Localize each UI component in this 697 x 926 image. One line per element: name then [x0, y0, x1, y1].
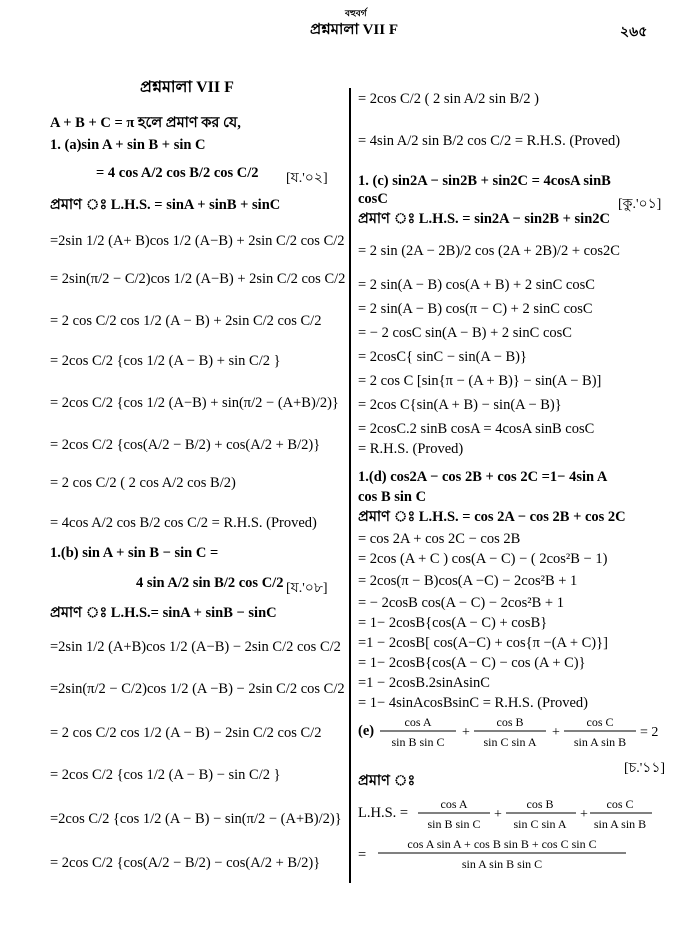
running-head: বহুবৰ্গ [345, 8, 367, 18]
fraction-numerator: cos A sin A + cos B sin B + cos C sin C [407, 837, 597, 851]
question-1d-cont: cos B sin C [358, 489, 427, 505]
page-number: ২৬৫ [620, 25, 648, 40]
left-column [0, 0, 348, 926]
proof-line: = 2cosC.2 sinB cosA = 4cosA sinB cosC [358, 421, 595, 437]
final-fraction [374, 834, 634, 878]
fraction-numerator: cos B [496, 715, 524, 729]
proof-line: = 2 sin (2A − 2B)/2 cos (2A + 2B)/2 + cos2C [358, 243, 620, 259]
proof-line: = 2 sin(A − B) cos(π − C) + 2 sinC cosC [358, 301, 593, 317]
fraction-denominator: sin B sin C [427, 817, 481, 831]
proof-line: = 2sin(π/2 − C/2)cos 1/2 (A−B) + 2sin C/2 cos C/2 [50, 271, 346, 287]
question-1c: 1. (c) sin2A − sin2B + sin2C = 4cosA sinB [358, 173, 611, 189]
proof-line: = 2 cos C/2 ( 2 cos A/2 cos B/2) [50, 475, 236, 491]
fraction-denominator: sin C sin A [483, 735, 537, 749]
proof-line: =2sin 1/2 (A+B)cos 1/2 (A−B) − 2sin C/2 cos C/2 [50, 639, 341, 655]
svg-text:+: + [580, 807, 588, 822]
lhs-expression [416, 792, 656, 836]
proof-line: = 4cos A/2 cos B/2 cos C/2 = R.H.S. (Proved) [50, 515, 317, 531]
proof-line: = 2cos C{sin(A + B) − sin(A − B)} [358, 397, 562, 413]
proof-line: = 2cos(π − B)cos(A −C) − 2cos²B + 1 [358, 573, 578, 589]
fraction-numerator: cos B [526, 797, 554, 811]
fraction-denominator: sin A sin B sin C [461, 857, 543, 871]
proof-line: =2cos C/2 {cos 1/2 (A − B) − sin(π/2 − (A+B)/2)} [50, 811, 342, 827]
question-1e-ref: [চ.'১১] [624, 761, 666, 776]
question-1c-ref: [কু.'০১] [618, 197, 662, 212]
proof-line: = 2 sin(A − B) cos(A + B) + 2 sinC cosC [358, 277, 595, 293]
proof-line: = 4sin A/2 sin B/2 cos C/2 = R.H.S. (Proved) [358, 133, 621, 149]
equals-value: = 2 [640, 725, 659, 740]
svg-text:+: + [462, 725, 470, 740]
right-column [352, 0, 697, 926]
fraction-numerator: cos A [404, 715, 432, 729]
proof-line: = 2 cos C/2 cos 1/2 (A − B) + 2sin C/2 cos C/2 [50, 313, 322, 329]
question-1b-ref: [য.'০৮] [286, 581, 328, 596]
proof-line: = 2cosC{ sinC − sin(A − B)} [358, 349, 527, 365]
proof-line: = 1− 2cosB{cos(A − C) − cos (A + C)} [358, 655, 586, 671]
proof-1b-lhs: প্রমাণ ঃ L.H.S.= sinA + sinB − sinC [50, 605, 277, 621]
proof-line: =2sin 1/2 (A+ B)cos 1/2 (A−B) + 2sin C/2 cos C/2 [50, 233, 345, 249]
proof-1c-lhs: প্রমাণ ঃ L.H.S. = sin2A − sin2B + sin2C [358, 211, 610, 227]
question-1a-rhs: = 4 cos A/2 cos B/2 cos C/2 [96, 165, 259, 181]
proof-line: = 2 cos C [sin{π − (A + B)} − sin(A − B)] [358, 373, 602, 389]
proof-line: = 2cos C/2 {cos 1/2 (A−B) + sin(π/2 − (A+B)/2)} [50, 395, 339, 411]
proof-line: = 2cos C/2 {cos(A/2 − B/2) − cos(A/2 + B/2)} [50, 855, 321, 871]
fraction-denominator: sin B sin C [391, 735, 445, 749]
section-title: প্রশ্নমালা VII F [140, 79, 234, 96]
proof-1a-lhs: প্রমাণ ঃ L.H.S. = sinA + sinB + sinC [50, 197, 281, 213]
lhs-label: L.H.S. = [358, 805, 409, 821]
proof-line: =2sin(π/2 − C/2)cos 1/2 (A −B) − 2sin C/2 cos C/2 [50, 681, 345, 697]
proof-line: =1 − 2cosB.2sinAsinC [358, 675, 490, 691]
fraction-numerator: cos C [586, 715, 614, 729]
svg-text:+: + [552, 725, 560, 740]
proof-line: =1 − 2cosB[ cos(A−C) + cos{π −(A + C)}] [358, 635, 608, 651]
proof-line: = cos 2A + cos 2C − cos 2B [358, 531, 521, 547]
proof-line: = 2cos C/2 {cos(A/2 − B/2) + cos(A/2 + B/2)} [50, 437, 321, 453]
proof-line: = R.H.S. (Proved) [358, 441, 464, 457]
svg-text:+: + [494, 807, 502, 822]
final-equals: = [358, 847, 367, 863]
question-1b-rhs: 4 sin A/2 sin B/2 cos C/2 [136, 575, 284, 591]
intro-text: A + B + C = π হলে প্রমাণ কর যে, [50, 115, 241, 131]
proof-line: = 2cos (A + C ) cos(A − C) − ( 2cos²B − 1) [358, 551, 608, 567]
proof-line: = − 2cosB cos(A − C) − 2cos²B + 1 [358, 595, 564, 611]
question-1b: 1.(b) sin A + sin B − sin C = [50, 545, 219, 561]
proof-line: = 2cos C/2 ( 2 sin A/2 sin B/2 ) [358, 91, 539, 107]
page-header-title: প্রশ্নমালা VII F [310, 22, 399, 38]
fraction-denominator: sin A sin B [573, 735, 627, 749]
question-1e: (e) [358, 723, 375, 739]
proof-line: = 2cos C/2 {cos 1/2 (A − B) + sin C/2 } [50, 353, 281, 369]
question-1c-cont: cosC [358, 191, 388, 207]
question-1a-ref: [য.'০২] [286, 171, 328, 186]
question-1e-expression [378, 710, 668, 756]
proof-1e-label: প্রমাণ ঃ [358, 773, 416, 789]
proof-line: = − 2 cosC sin(A − B) + 2 sinC cosC [358, 325, 572, 341]
proof-line: = 2cos C/2 {cos 1/2 (A − B) − sin C/2 } [50, 767, 281, 783]
fraction-numerator: cos A [440, 797, 468, 811]
proof-line: = 1− 2cosB{cos(A − C) + cosB} [358, 615, 548, 631]
fraction-denominator: sin A sin B [593, 817, 647, 831]
column-divider [349, 88, 351, 883]
question-1a: 1. (a)sin A + sin B + sin C [50, 137, 206, 153]
fraction-denominator: sin C sin A [513, 817, 567, 831]
fraction-numerator: cos C [606, 797, 634, 811]
proof-line: = 2 cos C/2 cos 1/2 (A − B) − 2sin C/2 cos C/2 [50, 725, 322, 741]
question-1d: 1.(d) cos2A − cos 2B + cos 2C =1− 4sin A [358, 469, 608, 485]
proof-1d-lhs: প্রমাণ ঃ L.H.S. = cos 2A − cos 2B + cos 2C [358, 509, 626, 525]
proof-line: = 1− 4sinAcosBsinC = R.H.S. (Proved) [358, 695, 588, 711]
